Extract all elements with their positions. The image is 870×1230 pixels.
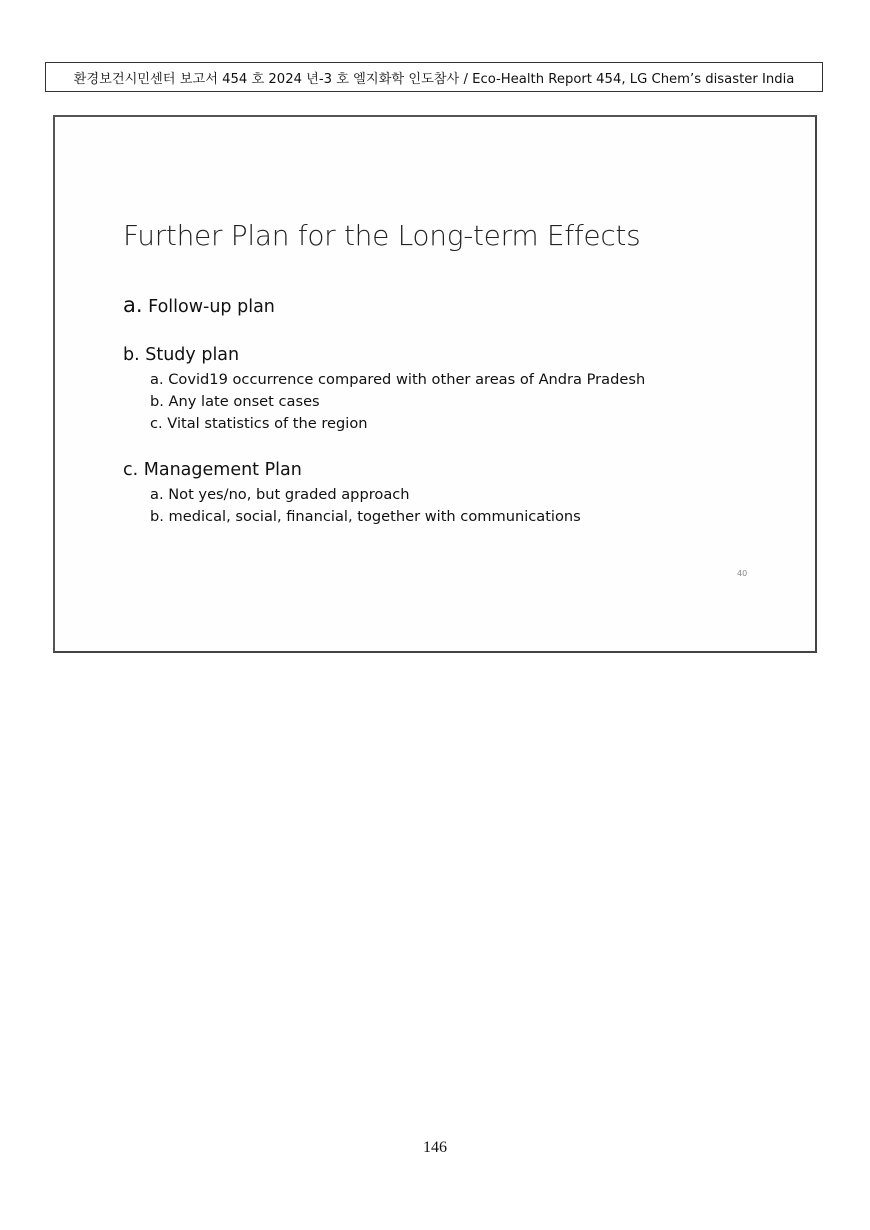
section-heading <box>123 460 581 480</box>
study-plan-list <box>123 369 645 435</box>
management-plan-list <box>123 484 581 528</box>
slide-frame <box>53 115 817 653</box>
list-item: b. medical, social, financial, together with communications <box>150 508 581 525</box>
section-label: Study plan <box>145 345 240 365</box>
slide-number: 40 <box>737 569 748 578</box>
section-follow-up-plan <box>123 293 275 317</box>
section-label: Management Plan <box>143 460 302 480</box>
section-management-plan <box>123 460 581 528</box>
page-number: 146 <box>423 1139 447 1156</box>
report-header <box>45 62 823 92</box>
section-label: Follow-up plan <box>148 297 275 317</box>
section-heading <box>123 293 275 317</box>
section-heading <box>123 345 645 365</box>
list-item: a. Not yes/no, but graded approach <box>150 486 410 503</box>
list-item: c. Vital statistics of the region <box>150 415 368 432</box>
section-marker: a. <box>123 293 143 317</box>
section-study-plan <box>123 345 645 435</box>
section-marker: c. <box>123 460 139 480</box>
slide-title: Further Plan for the Long-term Effects <box>123 219 641 252</box>
report-header-text: 환경보건시민센터 보고서 454 호 2024 년-3 호 엘지화학 인도참사 / Eco-Health Report 454, LG Chem’s disaster India <box>73 71 795 87</box>
list-item: b. Any late onset cases <box>150 393 320 410</box>
section-marker: b. <box>123 345 140 365</box>
list-item: a. Covid19 occurrence compared with other areas of Andra Pradesh <box>150 371 646 388</box>
